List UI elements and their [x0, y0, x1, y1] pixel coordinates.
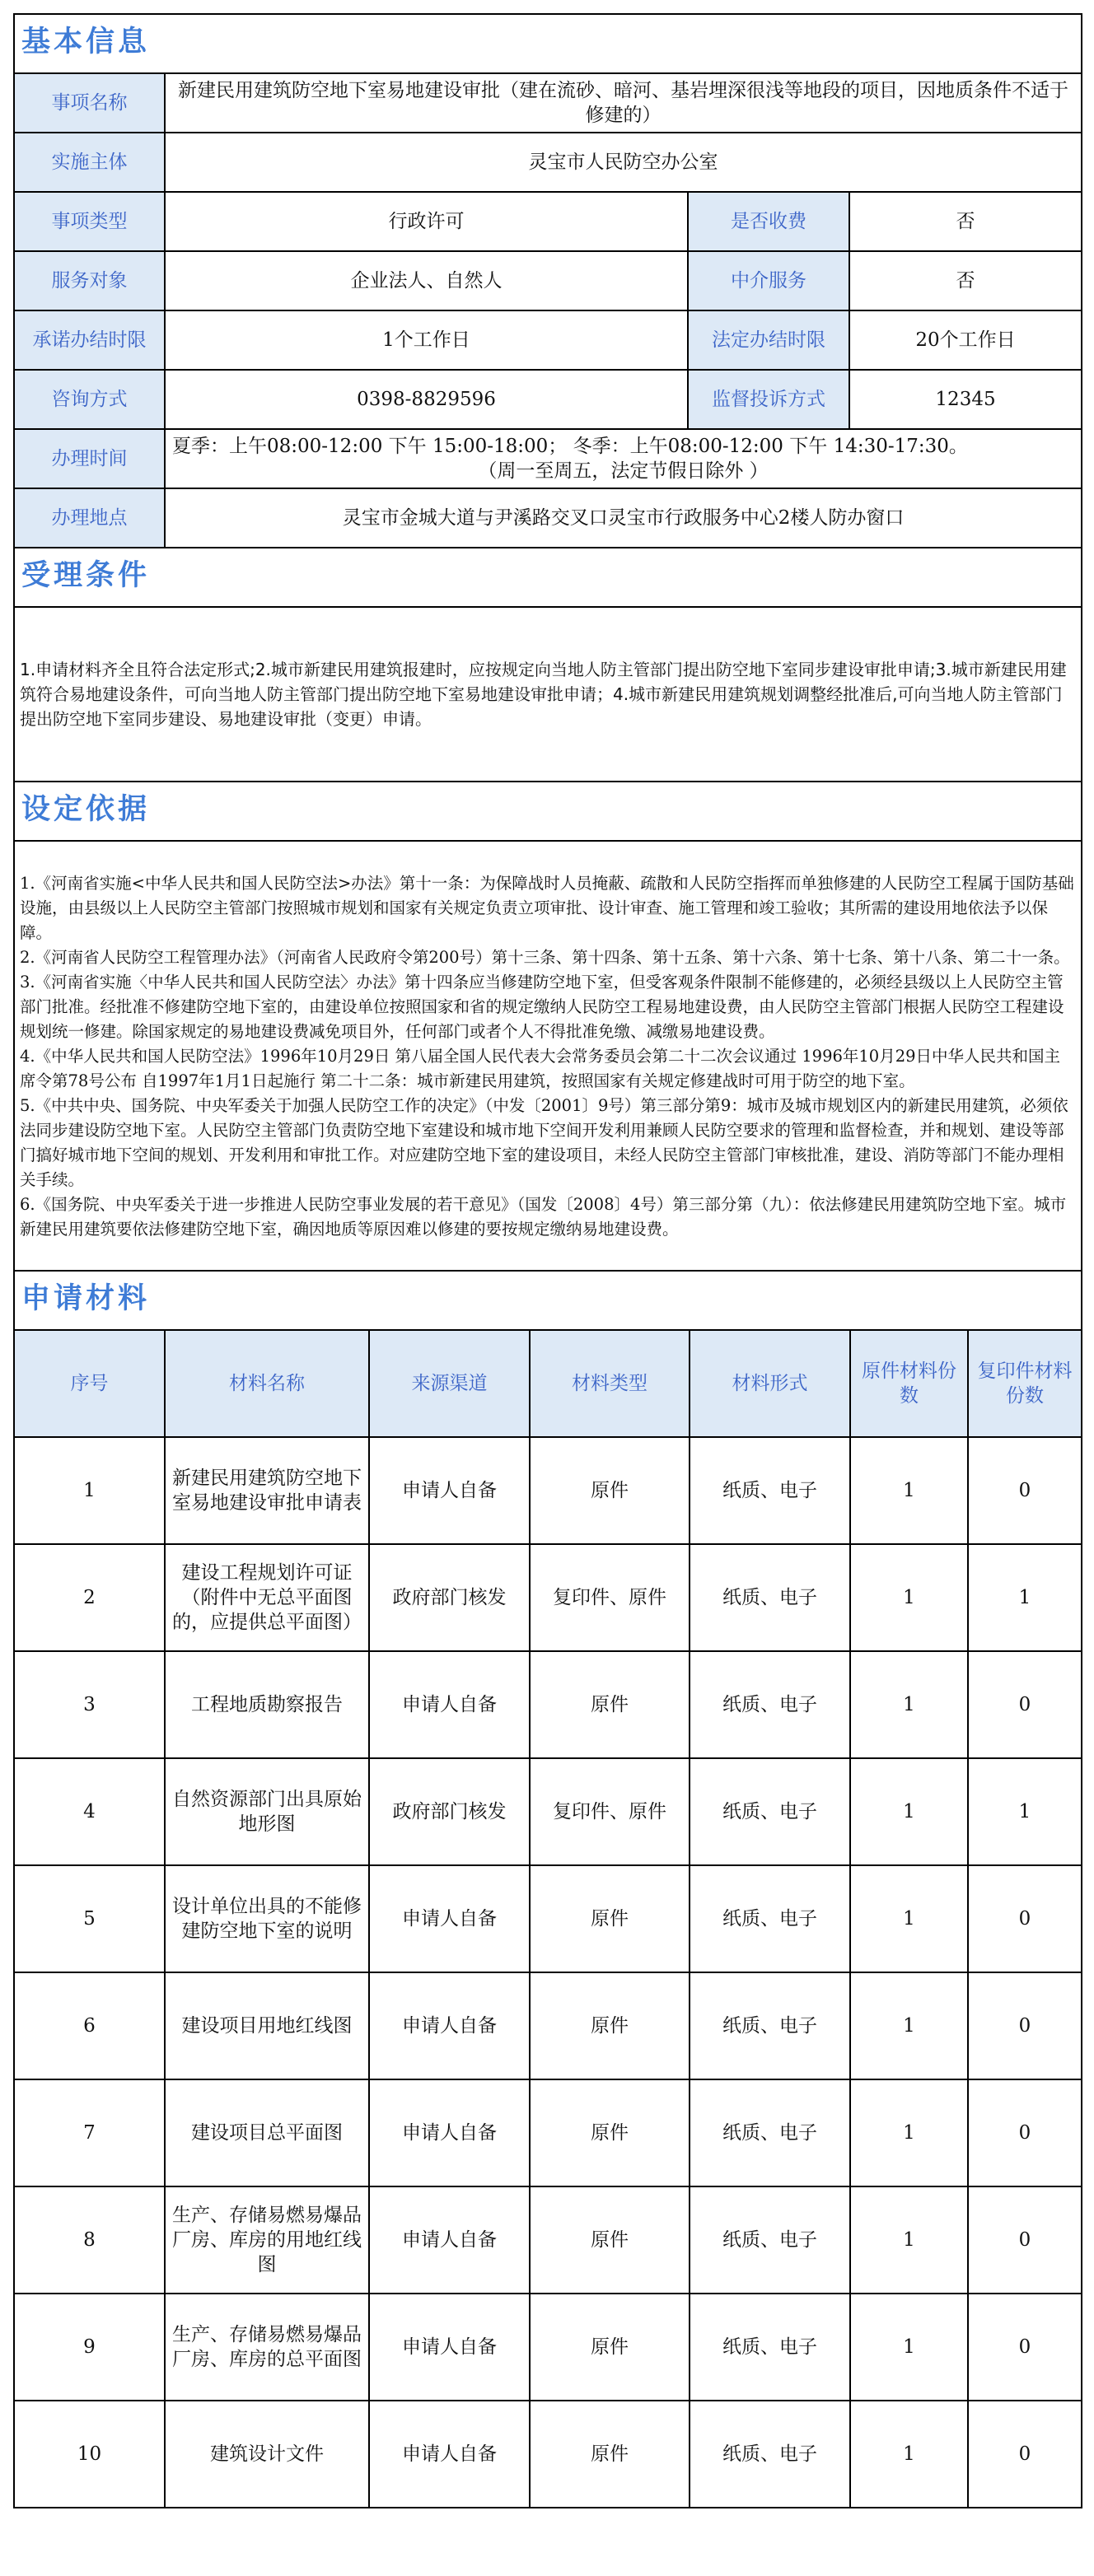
cell-orig-count: 1 [850, 1758, 968, 1865]
cell-no: 2 [14, 1544, 165, 1651]
cell-type: 原件 [530, 2079, 690, 2186]
col-header-type: 材料类型 [530, 1330, 690, 1437]
cell-type: 原件 [530, 1865, 690, 1972]
cell-orig-count: 1 [850, 1972, 968, 2079]
basis-item: 6.《国务院、中央军委关于进一步推进人民防空事业发展的若干意见》（国发〔2008〕4号）第三部分第（九）：依法修建民用建筑防空地下室。城市新建民用建筑要依法修建防空地下室，确因地质等原因难以修建的要按规定缴纳易地建设费。 [20, 1195, 1067, 1239]
cell-name: 生产、存储易燃易爆品厂房、库房的用地红线图 [165, 2186, 369, 2294]
cell-name: 建设项目总平面图 [165, 2079, 369, 2186]
cell-source: 申请人自备 [369, 1437, 530, 1544]
label-implementer: 实施主体 [14, 133, 165, 192]
label-legal-limit: 法定办结时限 [688, 310, 849, 370]
col-header-source: 来源渠道 [369, 1330, 530, 1437]
cell-type: 复印件、原件 [530, 1758, 690, 1865]
cell-type: 原件 [530, 2186, 690, 2294]
cell-form: 纸质、电子 [690, 1651, 850, 1758]
cell-no: 4 [14, 1758, 165, 1865]
cell-type: 复印件、原件 [530, 1544, 690, 1651]
cell-name: 新建民用建筑防空地下室易地建设审批申请表 [165, 1437, 369, 1544]
basis-item: 5.《中共中央、国务院、中央军委关于加强人民防空工作的决定》（中发〔2001〕9号）第三部分第9：城市及城市规划区内的新建民用建筑，必须依法同步建设防空地下室。人民防空主管部门负责防空地下室建设和城市地下空间开发利用兼顾人民防空要求的管理和监督检查，并和规划、建设等部门搞好城市地下空间的规划、开发利用和审批工作。对应建防空地下室的建设项目，未经人民防空主管部门审核批准，建设、消防等部门不能办理相关手续。 [20, 1096, 1068, 1189]
label-intermediary: 中介服务 [688, 251, 849, 310]
conditions-text: 1.申请材料齐全且符合法定形式;2.城市新建民用建筑报建时，应按规定向当地人防主管部门提出防空地下室同步建设审批申请;3.城市新建民用建筑符合易地建设条件，可向当地人防主管部门提出防空地下室易地建设审批申请；4.城市新建民用建筑规划调整经批准后,可向当地人防主管部门提出防空地下室同步建设、易地建设审批（变更）申请。 [14, 607, 1082, 782]
cell-copy-count: 0 [968, 2401, 1082, 2508]
value-intermediary: 否 [849, 251, 1082, 310]
section-title-basis: 设定依据 [21, 793, 151, 826]
cell-no: 9 [14, 2294, 165, 2401]
cell-form: 纸质、电子 [690, 1972, 850, 2079]
row-location [14, 488, 1082, 548]
materials-table [13, 1329, 1082, 2508]
cell-source: 申请人自备 [369, 2079, 530, 2186]
material-row [14, 2186, 1082, 2294]
cell-source: 申请人自备 [369, 2401, 530, 2508]
label-hours: 办理时间 [14, 429, 165, 488]
materials-header-row [14, 1330, 1082, 1437]
col-header-form: 材料形式 [690, 1330, 850, 1437]
cell-no: 3 [14, 1651, 165, 1758]
cell-copy-count: 0 [968, 1437, 1082, 1544]
section-header-materials [14, 1271, 1082, 1330]
cell-form: 纸质、电子 [690, 1758, 850, 1865]
basis-item: 4.《中华人民共和国人民防空法》1996年10月29日 第八届全国人民代表大会常务委员会第二十二次会议通过 1996年10月29日中华人民共和国主席令第78号公布 自1997年1月1日起施行 第二十二条：城市新建民用建筑，按照国家有关规定修建战时可用于防空的地下室。 [20, 1047, 1061, 1090]
material-row [14, 1651, 1082, 1758]
cell-form: 纸质、电子 [690, 2294, 850, 2401]
cell-no: 1 [14, 1437, 165, 1544]
col-header-copy-count: 复印件材料份数 [968, 1330, 1082, 1437]
section-header-basis [14, 782, 1082, 841]
cell-source: 政府部门核发 [369, 1758, 530, 1865]
hours-line-2: （周一至周五，法定节假日除外 ） [478, 460, 769, 482]
label-complaint: 监督投诉方式 [688, 370, 849, 429]
basis-item: 1.《河南省实施<中华人民共和国人民防空法>办法》第十一条：为保障战时人员掩蔽、疏散和人民防空指挥而单独修建的人民防空工程属于国防基础设施，由县级以上人民防空主管部门按照城市规划和国家有关规定负责立项审批、设计审查、施工管理和竣工验收；其所需的建设用地依法予以保障。 [20, 874, 1074, 942]
label-consult: 咨询方式 [14, 370, 165, 429]
cell-name: 建设工程规划许可证（附件中无总平面图的，应提供总平面图） [165, 1544, 369, 1651]
row-item-name [14, 73, 1082, 133]
hours-line-1: 夏季：上午08:00-12:00 下午 15:00-18:00； 冬季：上午08:00-12:00 下午 14:30-17:30。 [172, 436, 968, 457]
cell-copy-count: 0 [968, 1651, 1082, 1758]
value-service-target: 企业法人、自然人 [165, 251, 688, 310]
label-promised-limit: 承诺办结时限 [14, 310, 165, 370]
cell-copy-count: 1 [968, 1544, 1082, 1651]
materials-body [14, 1437, 1082, 2508]
material-row [14, 2401, 1082, 2508]
row-contact [14, 370, 1082, 429]
value-item-name: 新建民用建筑防空地下室易地建设审批（建在流砂、暗河、基岩埋深很浅等地段的项目，因地质条件不适于修建的） [165, 73, 1082, 133]
cell-copy-count: 1 [968, 1758, 1082, 1865]
cell-source: 申请人自备 [369, 2186, 530, 2294]
cell-form: 纸质、电子 [690, 2186, 850, 2294]
value-location: 灵宝市金城大道与尹溪路交叉口灵宝市行政服务中心2楼人防办窗口 [165, 488, 1082, 548]
row-service-target [14, 251, 1082, 310]
cell-source: 申请人自备 [369, 2294, 530, 2401]
value-charge: 否 [849, 192, 1082, 251]
cell-source: 申请人自备 [369, 1865, 530, 1972]
row-time-limit [14, 310, 1082, 370]
material-row [14, 1865, 1082, 1972]
row-item-type [14, 192, 1082, 251]
material-row [14, 1437, 1082, 1544]
cell-name: 建筑设计文件 [165, 2401, 369, 2508]
cell-source: 政府部门核发 [369, 1544, 530, 1651]
col-header-orig-count: 原件材料份数 [850, 1330, 968, 1437]
cell-name: 生产、存储易燃易爆品厂房、库房的总平面图 [165, 2294, 369, 2401]
value-hours [165, 429, 1082, 488]
cell-orig-count: 1 [850, 1651, 968, 1758]
cell-copy-count: 0 [968, 1865, 1082, 1972]
basis-item: 2.《河南省人民防空工程管理办法》（河南省人民政府令第200号）第十三条、第十四条、第十五条、第十六条、第十七条、第十八条、第二十一条。 [20, 948, 1070, 967]
section-title-conditions: 受理条件 [21, 559, 151, 592]
cell-orig-count: 1 [850, 2186, 968, 2294]
cell-orig-count: 1 [850, 1437, 968, 1544]
value-legal-limit: 20个工作日 [849, 310, 1082, 370]
cell-no: 6 [14, 1972, 165, 2079]
cell-form: 纸质、电子 [690, 1544, 850, 1651]
row-implementer [14, 133, 1082, 192]
section-title-materials: 申请材料 [21, 1282, 151, 1315]
material-row [14, 2079, 1082, 2186]
label-item-type: 事项类型 [14, 192, 165, 251]
material-row [14, 1758, 1082, 1865]
cell-form: 纸质、电子 [690, 2079, 850, 2186]
col-header-no: 序号 [14, 1330, 165, 1437]
cell-name: 设计单位出具的不能修建防空地下室的说明 [165, 1865, 369, 1972]
cell-copy-count: 0 [968, 2294, 1082, 2401]
label-service-target: 服务对象 [14, 251, 165, 310]
cell-orig-count: 1 [850, 1865, 968, 1972]
value-consult: 0398-8829596 [165, 370, 688, 429]
service-guide [13, 13, 1081, 2508]
value-complaint: 12345 [849, 370, 1082, 429]
label-location: 办理地点 [14, 488, 165, 548]
cell-copy-count: 0 [968, 2186, 1082, 2294]
label-charge: 是否收费 [688, 192, 849, 251]
cell-no: 5 [14, 1865, 165, 1972]
cell-type: 原件 [530, 1651, 690, 1758]
cell-orig-count: 1 [850, 1544, 968, 1651]
value-item-type: 行政许可 [165, 192, 688, 251]
section-header-basic [14, 14, 1082, 73]
value-promised-limit: 1个工作日 [165, 310, 688, 370]
basic-info-table [13, 13, 1082, 1331]
section-title-basic: 基本信息 [21, 26, 151, 58]
material-row [14, 1544, 1082, 1651]
cell-orig-count: 1 [850, 2401, 968, 2508]
cell-source: 申请人自备 [369, 1651, 530, 1758]
cell-name: 建设项目用地红线图 [165, 1972, 369, 2079]
cell-copy-count: 0 [968, 2079, 1082, 2186]
basis-list [14, 841, 1082, 1271]
cell-orig-count: 1 [850, 2294, 968, 2401]
cell-no: 10 [14, 2401, 165, 2508]
basis-item: 3.《河南省实施〈中华人民共和国人民防空法〉办法》第十四条应当修建防空地下室，但受客观条件限制不能修建的，必须经县级以上人民防空主管部门批准。经批准不修建防空地下室的，由建设单位按照国家和省的规定缴纳人民防空工程易地建设费，由人民防空主管部门根据人民防空工程建设规划统一修建。除国家规定的易地建设费减免项目外，任何部门或者个人不得批准免缴、减缴易地建设费。 [20, 973, 1064, 1041]
cell-type: 原件 [530, 1437, 690, 1544]
cell-no: 8 [14, 2186, 165, 2294]
material-row [14, 1972, 1082, 2079]
cell-copy-count: 0 [968, 1972, 1082, 2079]
cell-type: 原件 [530, 1972, 690, 2079]
material-row [14, 2294, 1082, 2401]
label-item-name: 事项名称 [14, 73, 165, 133]
cell-type: 原件 [530, 2294, 690, 2401]
row-hours [14, 429, 1082, 488]
cell-orig-count: 1 [850, 2079, 968, 2186]
cell-name: 自然资源部门出具原始地形图 [165, 1758, 369, 1865]
cell-no: 7 [14, 2079, 165, 2186]
cell-form: 纸质、电子 [690, 1437, 850, 1544]
col-header-name: 材料名称 [165, 1330, 369, 1437]
section-header-conditions [14, 548, 1082, 607]
cell-type: 原件 [530, 2401, 690, 2508]
cell-source: 申请人自备 [369, 1972, 530, 2079]
cell-name: 工程地质勘察报告 [165, 1651, 369, 1758]
cell-form: 纸质、电子 [690, 2401, 850, 2508]
cell-form: 纸质、电子 [690, 1865, 850, 1972]
value-implementer: 灵宝市人民防空办公室 [165, 133, 1082, 192]
